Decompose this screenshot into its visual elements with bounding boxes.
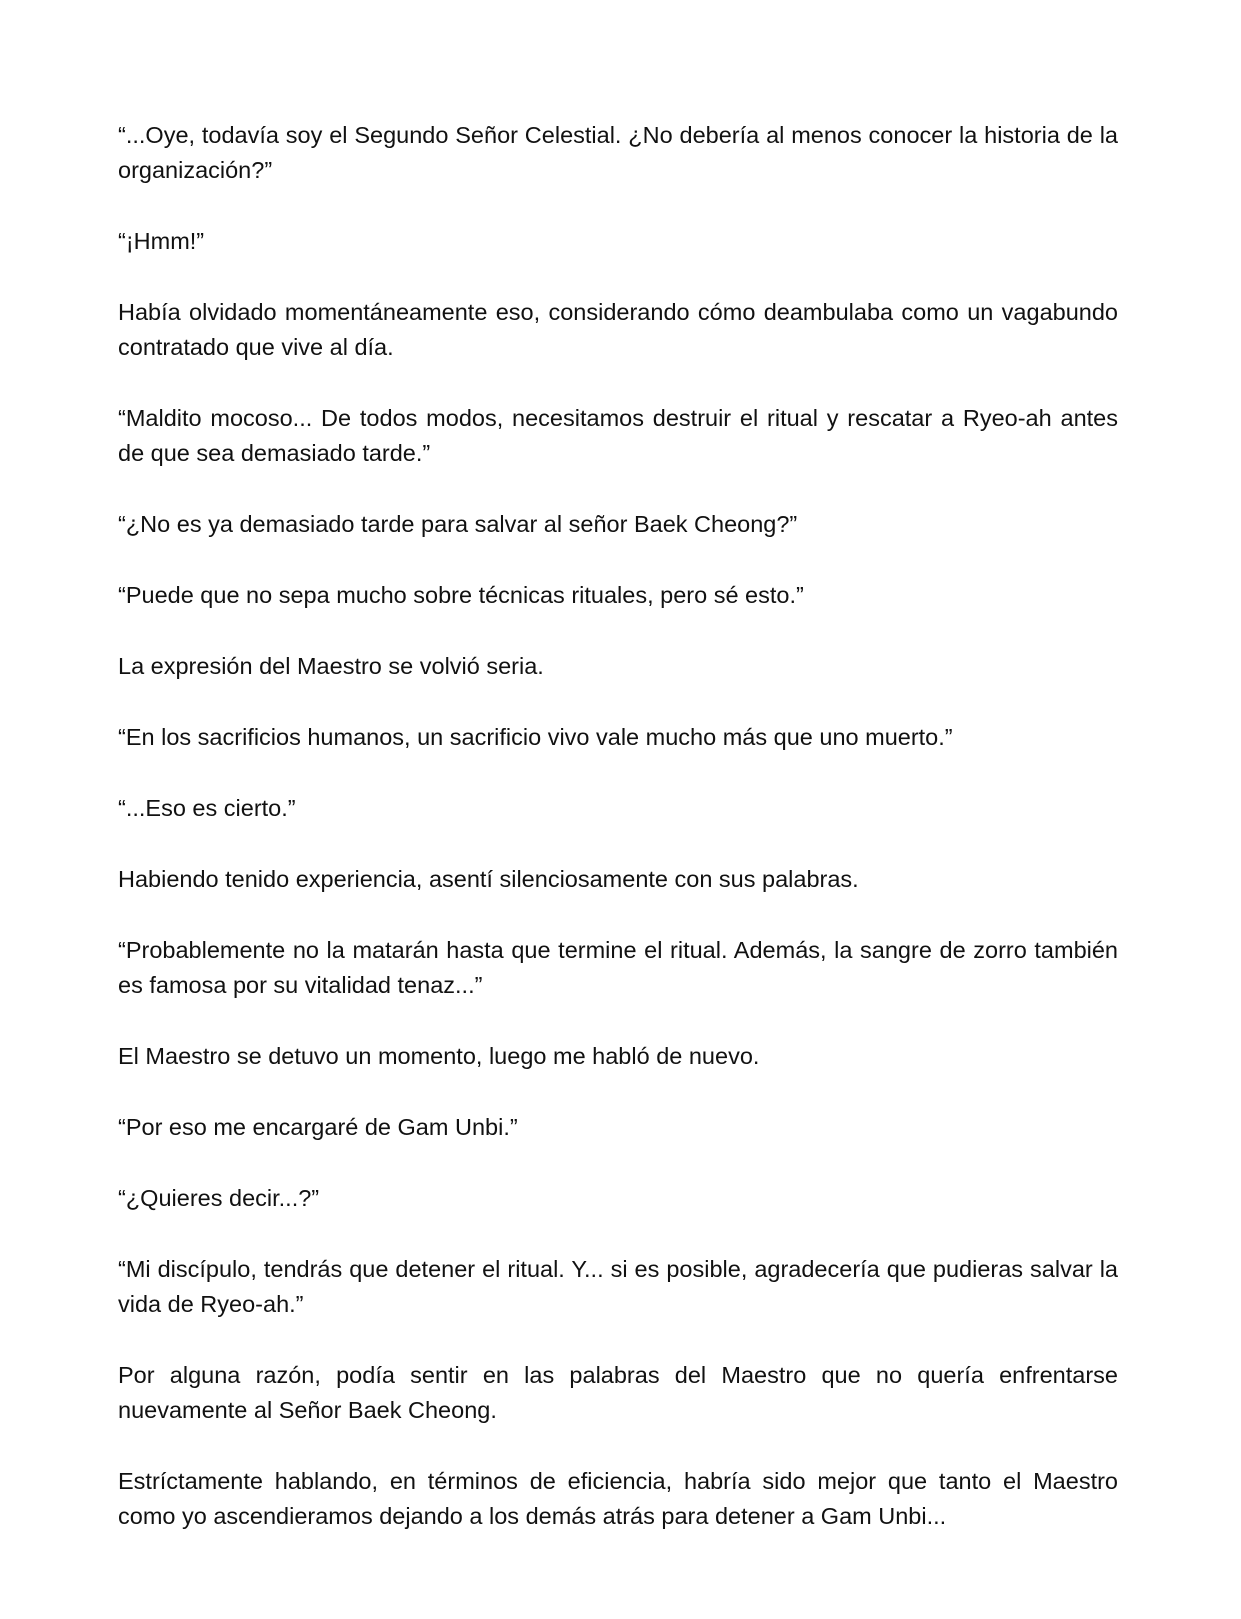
paragraph: Estríctamente hablando, en términos de eficiencia, habría sido mejor que tanto el Maestro como yo ascendieramos dejando a los demás atrás para detener a Gam Unbi... xyxy=(118,1468,1118,1529)
paragraph: “En los sacrificios humanos, un sacrificio vivo vale mucho más que uno muerto.” xyxy=(118,724,953,750)
paragraph: Había olvidado momentáneamente eso, considerando cómo deambulaba como un vagabundo contratado que vive al día. xyxy=(118,299,1118,360)
paragraph: “...Eso es cierto.” xyxy=(118,795,296,821)
paragraph: “Maldito mocoso... De todos modos, necesitamos destruir el ritual y rescatar a Ryeo-ah antes de que sea demasiado tarde.” xyxy=(118,405,1118,466)
paragraph: Habiendo tenido experiencia, asentí silenciosamente con sus palabras. xyxy=(118,866,859,892)
document-body xyxy=(118,118,1118,1534)
paragraph: Por alguna razón, podía sentir en las palabras del Maestro que no quería enfrentarse nuevamente al Señor Baek Cheong. xyxy=(118,1362,1118,1423)
paragraph: “Por eso me encargaré de Gam Unbi.” xyxy=(118,1114,518,1140)
paragraph: “¡Hmm!” xyxy=(118,228,205,254)
paragraph: El Maestro se detuvo un momento, luego me habló de nuevo. xyxy=(118,1043,760,1069)
paragraph: “¿No es ya demasiado tarde para salvar al señor Baek Cheong?” xyxy=(118,511,798,537)
paragraph: “...Oye, todavía soy el Segundo Señor Celestial. ¿No debería al menos conocer la historia de la organización?” xyxy=(118,122,1118,183)
paragraph: La expresión del Maestro se volvió seria. xyxy=(118,653,544,679)
paragraph: “Mi discípulo, tendrás que detener el ritual. Y... si es posible, agradecería que pudieras salvar la vida de Ryeo-ah.” xyxy=(118,1256,1118,1317)
paragraph: “¿Quieres decir...?” xyxy=(118,1185,320,1211)
paragraph: “Puede que no sepa mucho sobre técnicas rituales, pero sé esto.” xyxy=(118,582,804,608)
paragraph: “Probablemente no la matarán hasta que termine el ritual. Además, la sangre de zorro también es famosa por su vitalidad tenaz...” xyxy=(118,937,1118,998)
